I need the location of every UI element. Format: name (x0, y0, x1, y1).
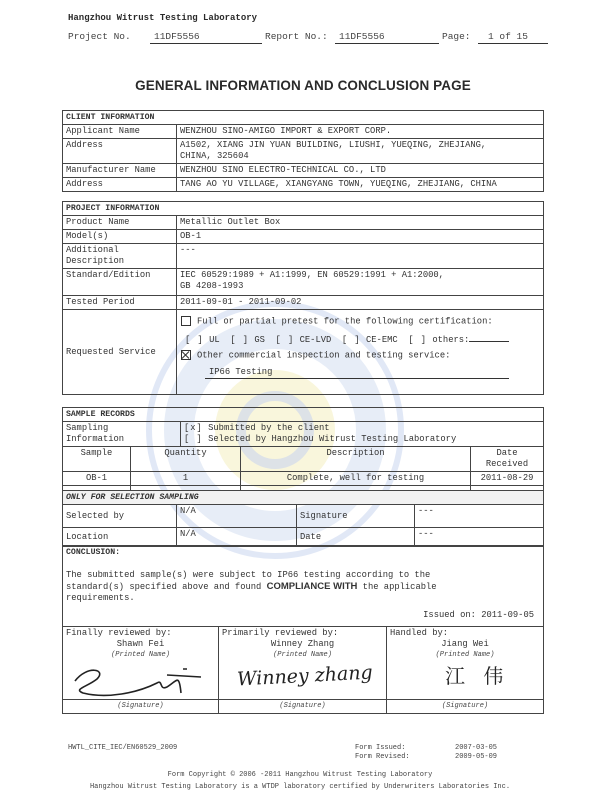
col-date-received: Date Received (471, 447, 544, 472)
applicant-label: Applicant Name (63, 125, 177, 139)
project-no-label: Project No. (68, 31, 131, 42)
handled-by-label: Handled by: (390, 628, 449, 638)
project-no-value: 11DF5556 (150, 31, 262, 44)
certification-note: Hangzhou Witrust Testing Laboratory is a WTDP laboratory certified by Underwriters Laboratories Inc. (89, 783, 511, 791)
client-information-table (62, 110, 544, 192)
manufacturer-value: WENZHOU SINO ELECTRO-TECHNICAL CO., LTD (177, 164, 544, 178)
row-quantity: 1 (131, 472, 241, 486)
col-sample: Sample (63, 447, 131, 472)
additional-description-label: Additional Description (63, 244, 177, 269)
jiang-wei-signature: 江 伟 (445, 664, 510, 688)
handled-by-cell (387, 627, 544, 714)
ul-checkbox[interactable]: [ ] (185, 335, 204, 345)
printed-name-caption: (Printed Name) (435, 651, 495, 659)
final-review-label: Finally reviewed by: (66, 628, 172, 638)
signature-value: --- (415, 505, 544, 528)
address-label: Address (63, 139, 177, 164)
table-row (63, 472, 544, 486)
date-value: --- (415, 528, 544, 547)
issued-on: Issued on: 2011-09-05 (423, 610, 534, 620)
project-section-header: PROJECT INFORMATION (63, 202, 544, 216)
ce-lvd-checkbox[interactable]: [ ] (275, 335, 295, 345)
project-information-table (62, 201, 544, 395)
requested-service-options (177, 310, 544, 395)
standard-label: Standard/Edition (63, 269, 177, 296)
other-service-checkbox[interactable] (181, 350, 191, 360)
others-checkbox[interactable]: [ ] (408, 335, 428, 345)
winney-zhang-signature: Winney zhang (236, 661, 374, 691)
product-name-label: Product Name (63, 216, 177, 230)
location-label: Location (63, 528, 177, 547)
selection-sampling-table (62, 490, 544, 547)
conclusion-line-2: standard(s) specified above and found COMPLIANCE WITH the applicable (66, 581, 437, 592)
final-review-name: Shawn Fei (116, 639, 165, 649)
conclusion-table (62, 545, 544, 714)
conclusion-block (63, 546, 544, 627)
pretest-text: Full or partial pretest for the following certification: (197, 316, 493, 327)
standard-value: IEC 60529:1989 + A1:1999, EN 60529:1991 + A1:2000, GB 4208-1993 (177, 269, 544, 296)
col-description: Description (241, 447, 471, 472)
page-label: Page: (442, 31, 471, 42)
form-revised-value: 2009-05-09 (455, 753, 498, 761)
sample-section-header: SAMPLE RECORDS (63, 408, 544, 422)
tested-period-value: 2011-09-01 - 2011-09-02 (177, 296, 544, 310)
sampling-options (181, 422, 544, 447)
conclusion-line-3: requirements. (66, 593, 135, 603)
lab-name: Hangzhou Witrust Testing Laboratory (68, 13, 258, 23)
manufacturer-label: Manufacturer Name (63, 164, 177, 178)
primary-review-cell (219, 627, 387, 714)
submitted-text: Submitted by the client (208, 423, 330, 433)
model-value: OB-1 (177, 230, 544, 244)
submitted-checkbox[interactable]: [x] (184, 423, 203, 433)
address-value: A1502, XIANG JIN YUAN BUILDING, LIUSHI, YUEQING, ZHEJIANG, CHINA, 325604 (177, 139, 544, 164)
other-service-text: Other commercial inspection and testing service: (197, 350, 451, 361)
conclusion-line-1: The submitted sample(s) were subject to IP66 testing according to the (66, 570, 431, 580)
cert-others: others: (432, 335, 470, 345)
manufacturer-address-value: TANG AO YU VILLAGE, XIANGYANG TOWN, YUEQING, ZHEJIANG, CHINA (177, 178, 544, 192)
copyright: Form Copyright © 2006 -2011 Hangzhou Witrust Testing Laboratory (167, 771, 433, 779)
primary-review-name: Winney Zhang (270, 639, 335, 649)
conclusion-header: CONCLUSION: (66, 548, 121, 557)
ce-emc-checkbox[interactable]: [ ] (341, 335, 361, 345)
sample-records-table (62, 407, 544, 498)
cert-ce-lvd: CE-LVD (299, 335, 332, 345)
signature-caption: (Signature) (219, 699, 386, 712)
service-value: IP66 Testing (205, 367, 509, 379)
manufacturer-address-label: Address (63, 178, 177, 192)
location-value: N/A (177, 528, 297, 547)
client-section-header: CLIENT INFORMATION (63, 111, 544, 125)
cert-ce-emc: CE-EMC (366, 335, 398, 345)
page-title: GENERAL INFORMATION AND CONCLUSION PAGE (135, 78, 471, 93)
col-quantity: Quantity (131, 447, 241, 472)
form-revised-label: Form Revised: (355, 753, 410, 761)
sampling-information-label: Sampling Information (63, 422, 181, 447)
pretest-checkbox[interactable] (181, 316, 191, 326)
signature-caption: (Signature) (387, 699, 543, 712)
tested-period-label: Tested Period (63, 296, 177, 310)
page-value: 1 of 15 (478, 31, 548, 44)
printed-name-caption: (Printed Name) (111, 651, 170, 659)
cert-gs: GS (254, 335, 265, 345)
selected-checkbox[interactable]: [ ] (184, 434, 203, 444)
form-issued-label: Form Issued: (355, 744, 406, 752)
applicant-value: WENZHOU SINO-AMIGO IMPORT & EXPORT CORP. (177, 125, 544, 139)
report-no-value: 11DF5556 (335, 31, 439, 44)
form-issued-value: 2007-03-05 (455, 744, 498, 752)
signature-caption: (Signature) (63, 699, 218, 712)
handled-by-name: Jiang Wei (441, 639, 489, 649)
report-no-label: Report No.: (265, 31, 328, 42)
compliance-text: COMPLIANCE WITH (266, 581, 358, 592)
date-label: Date (297, 528, 415, 547)
shawn-fei-signature (67, 663, 207, 703)
selected-text: Selected by Hangzhou Witrust Testing Laboratory (208, 434, 457, 444)
cert-ul: UL (209, 335, 220, 345)
row-sample: OB-1 (63, 472, 131, 486)
signature-label: Signature (297, 505, 415, 528)
row-description: Complete, well for testing (241, 472, 471, 486)
row-date: 2011-08-29 (471, 472, 544, 486)
model-label: Model(s) (63, 230, 177, 244)
selected-by-value: N/A (177, 505, 297, 528)
product-name-value: Metallic Outlet Box (177, 216, 544, 230)
gs-checkbox[interactable]: [ ] (230, 335, 250, 345)
selected-by-label: Selected by (63, 505, 177, 528)
final-review-cell (63, 627, 219, 714)
form-code: HWTL_CITE_IEC/EN60529_2009 (68, 744, 178, 752)
additional-description-value: --- (177, 244, 544, 269)
requested-service-label: Requested Service (63, 310, 177, 395)
selection-section-header: ONLY FOR SELECTION SAMPLING (63, 491, 544, 505)
printed-name-caption: (Printed Name) (273, 651, 332, 659)
primary-review-label: Primarily reviewed by: (222, 628, 339, 638)
